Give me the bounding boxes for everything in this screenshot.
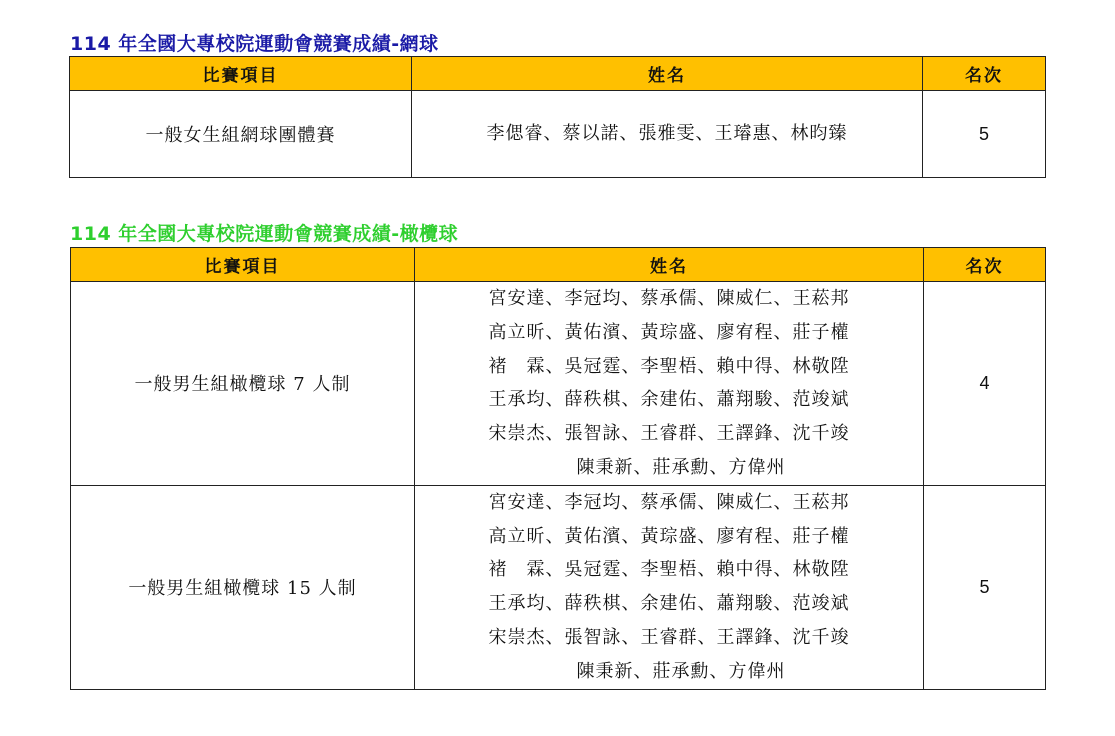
rank-column-header: 名次 (924, 248, 1046, 282)
table-row (71, 282, 1046, 486)
name-line: 褚 霖、吳冠霆、李聖梧、賴中得、林敬陞 (488, 559, 850, 581)
name-line: 高立昕、黃佑濱、黃琮盛、廖宥程、莊子權 (488, 321, 850, 343)
table-header-row (71, 248, 1046, 282)
table-row (70, 91, 1046, 178)
name-line: 陳秉新、莊承勳、方偉州 (576, 456, 786, 478)
name-line: 陳秉新、莊承勳、方偉州 (576, 660, 786, 682)
event-cell: 一般男生組橄欖球 7 人制 (71, 282, 415, 486)
name-line: 宮安達、李冠均、蔡承儒、陳威仁、王菘邦 (488, 288, 850, 309)
table-row (71, 485, 1046, 689)
rank-cell: 5 (923, 91, 1046, 178)
event-cell: 一般女生組網球團體賽 (70, 91, 412, 178)
name-line: 高立昕、黃佑濱、黃琮盛、廖宥程、莊子權 (488, 525, 850, 547)
name-line: 王承均、薛秩棋、余建佑、蕭翔駿、范竣斌 (488, 389, 850, 411)
event-column-header: 比賽項目 (70, 57, 412, 91)
tennis-section-title: 114 年全國大專校院運動會競賽成績-網球 (70, 33, 439, 55)
name-line: 宋崇杰、張智詠、王睿群、王譯鋒、沈千竣 (488, 423, 850, 445)
names-cell (415, 485, 924, 689)
event-column-header: 比賽項目 (71, 248, 415, 282)
name-line: 褚 霖、吳冠霆、李聖梧、賴中得、林敬陞 (488, 355, 850, 377)
tennis-results-table (69, 56, 1046, 178)
names-cell (415, 282, 924, 486)
names-column-header: 姓名 (412, 57, 923, 91)
names-cell (412, 91, 923, 178)
name-line: 李偲睿、蔡以諾、張雅雯、王璿惠、林昀臻 (486, 123, 848, 145)
name-line: 宮安達、李冠均、蔡承儒、陳威仁、王菘邦 (488, 491, 850, 513)
name-line: 宋崇杰、張智詠、王睿群、王譯鋒、沈千竣 (488, 626, 850, 648)
rank-column-header: 名次 (923, 57, 1046, 91)
rank-cell: 4 (924, 282, 1046, 486)
rugby-section-title: 114 年全國大專校院運動會競賽成績-橄欖球 (70, 223, 459, 245)
rugby-results-table (70, 247, 1046, 690)
rank-cell: 5 (924, 485, 1046, 689)
event-cell: 一般男生組橄欖球 15 人制 (71, 485, 415, 689)
table-header-row (70, 57, 1046, 91)
name-line: 王承均、薛秩棋、余建佑、蕭翔駿、范竣斌 (488, 593, 850, 615)
names-column-header: 姓名 (415, 248, 924, 282)
